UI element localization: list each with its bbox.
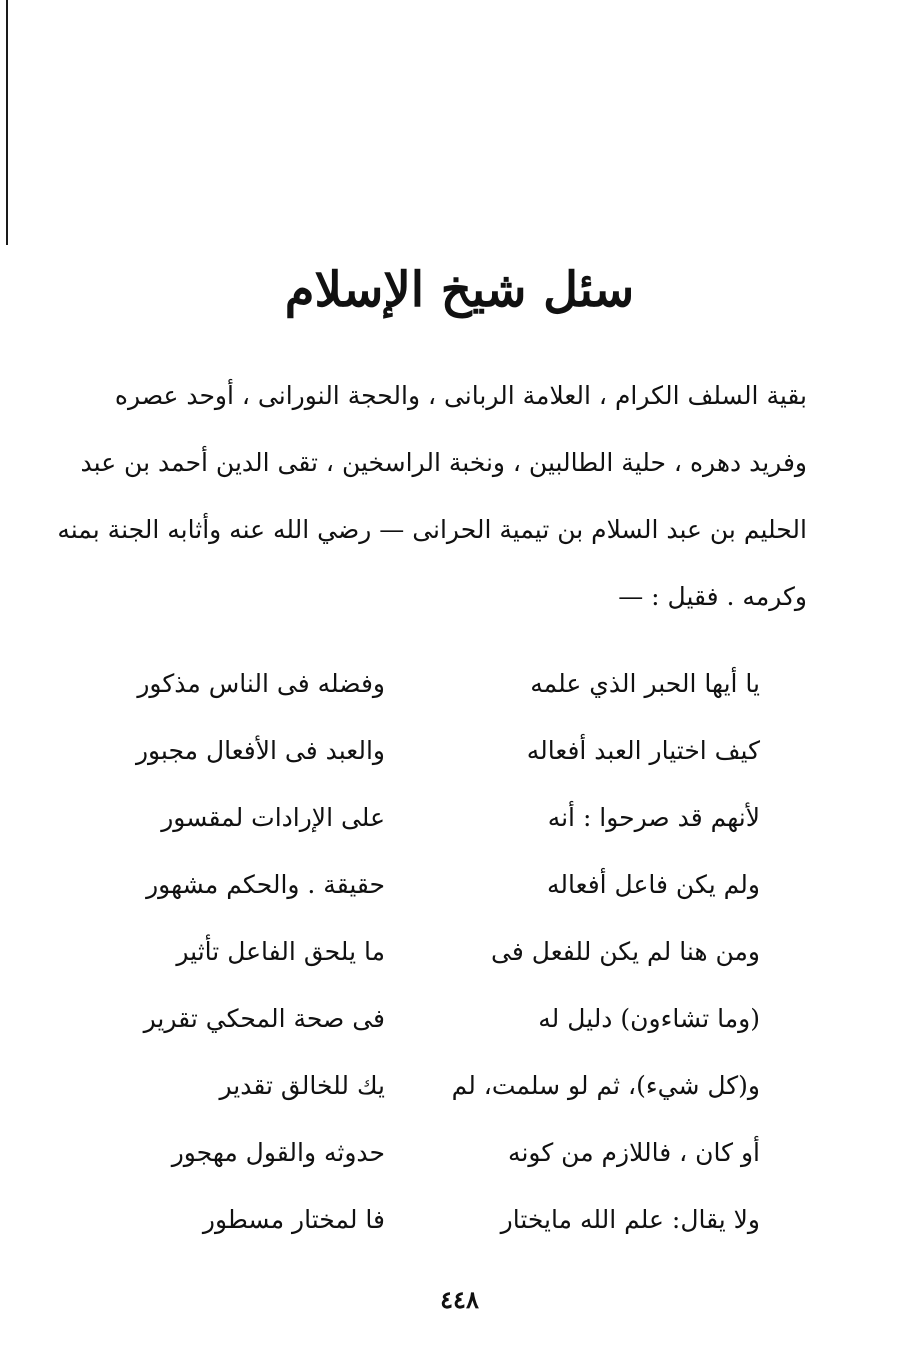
poem-verse: [100, 717, 800, 784]
verse-second-hemistich: على الإرادات لمقسور: [161, 803, 385, 832]
intro-line: الحليم بن عبد السلام بن تيمية الحرانى — رضي الله عنه وأثابه الجنة بمنه: [57, 515, 807, 544]
verse-first-hemistich: كيف اختيار العبد أفعاله: [526, 736, 760, 765]
verse-first-hemistich: ومن هنا لم يكن للفعل فى: [491, 937, 760, 966]
verse-second-hemistich: فى صحة المحكي تقرير: [143, 1004, 385, 1033]
verse-second-hemistich: ما يلحق الفاعل تأثير: [176, 937, 385, 966]
verse-first-hemistich: (وما تشاءون) دليل له: [538, 1004, 760, 1033]
intro-line: بقية السلف الكرام ، العلامة الربانى ، والحجة النورانى ، أوحد عصره: [114, 381, 807, 410]
verse-second-hemistich: فا لمختار مسطور: [202, 1205, 385, 1234]
verse-first-hemistich: يا أيها الحبر الذي علمه: [530, 669, 760, 698]
poem-verse: [100, 1186, 800, 1253]
poem-verse: [100, 784, 800, 851]
verse-first-hemistich: ولم يكن فاعل أفعاله: [547, 870, 760, 899]
verse-first-hemistich: ولا يقال: علم الله مايختار: [500, 1205, 760, 1234]
page-edge-line: [6, 0, 8, 245]
intro-paragraph: [57, 362, 807, 630]
verse-second-hemistich: يك للخالق تقدير: [219, 1071, 385, 1100]
intro-line: وفريد دهره ، حلية الطالبين ، ونخبة الراسخين ، تقى الدين أحمد بن عبد: [80, 448, 807, 477]
intro-line: وكرمه . فقيل : —: [618, 582, 807, 611]
verse-second-hemistich: والعبد فى الأفعال مجبور: [135, 736, 385, 765]
verse-first-hemistich: لأنهم قد صرحوا : أنه: [547, 803, 760, 832]
page-title: سئل شيخ الإسلام: [284, 262, 635, 318]
verse-first-hemistich: و(كل شيء)، ثم لو سلمت، لم: [451, 1071, 760, 1100]
poem-verse: [100, 985, 800, 1052]
poem-verse: [100, 851, 800, 918]
poem-verse: [100, 1052, 800, 1119]
poem-verse: [100, 918, 800, 985]
poem-verse: [100, 650, 800, 717]
verse-second-hemistich: حدوثه والقول مهجور: [171, 1138, 385, 1167]
verse-second-hemistich: وفضله فى الناس مذكور: [137, 669, 385, 698]
poem-verse: [100, 1119, 800, 1186]
verse-second-hemistich: حقيقة . والحكم مشهور: [146, 870, 385, 899]
page-number: ٤٤٨: [440, 1285, 479, 1314]
verse-first-hemistich: أو كان ، فاللازم من كونه: [508, 1138, 760, 1167]
poem: [100, 650, 800, 1253]
